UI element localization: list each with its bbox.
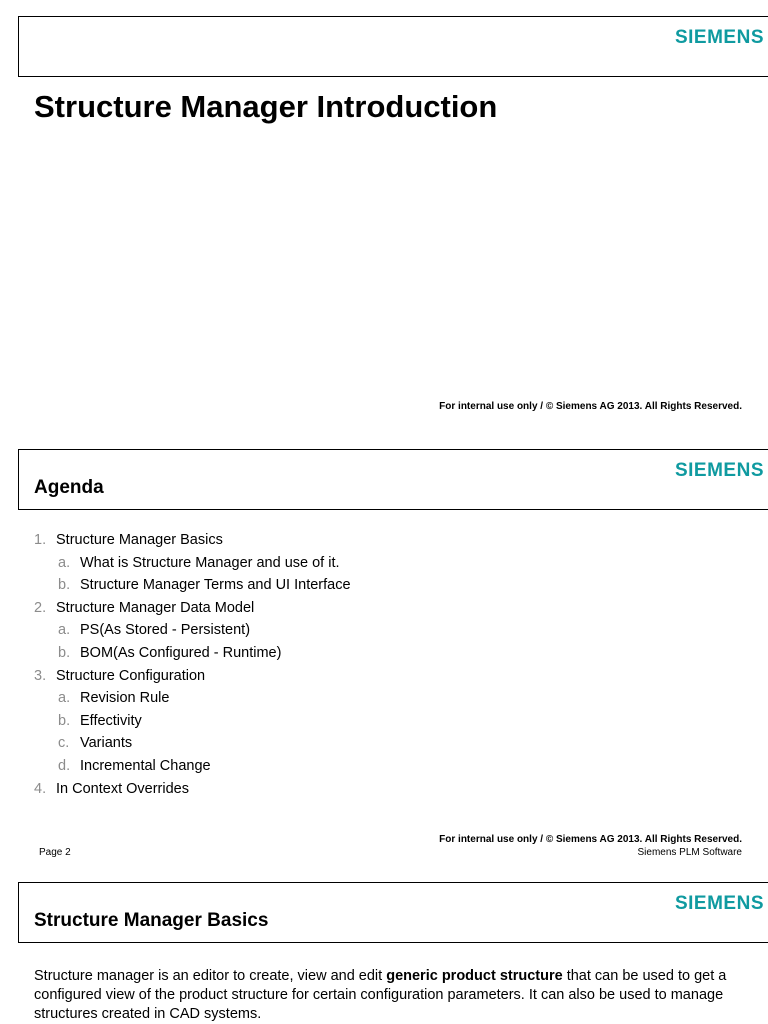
agenda-item-number: b.	[58, 712, 71, 729]
agenda-item-text: Effectivity	[80, 712, 142, 729]
body-text-part: that can be used to get a configured view of the product structure for certain configuration parameters. It can also be used to manage structures created in CAD systems.	[34, 968, 727, 1022]
agenda-item-text: Incremental Change	[80, 757, 211, 774]
slide2-footer-sub: Siemens PLM Software	[637, 847, 742, 858]
slide2-footer-note: For internal use only / © Siemens AG 2013. All Rights Reserved.	[439, 834, 742, 845]
agenda-item-text: Structure Manager Data Model	[56, 599, 255, 616]
agenda-item-number: c.	[58, 735, 70, 752]
agenda-item-number: a.	[58, 554, 71, 571]
agenda-item-number: 4.	[34, 780, 47, 797]
agenda-item-text: BOM(As Configured - Runtime)	[80, 644, 282, 661]
agenda-item	[34, 574, 351, 597]
agenda-item	[34, 778, 351, 801]
agenda-item-text: PS(As Stored - Persistent)	[80, 622, 251, 639]
slide2-header	[18, 449, 768, 510]
agenda-item-text: Variants	[80, 735, 133, 752]
agenda-item-text: Structure Configuration	[56, 667, 206, 684]
agenda-item-text: Structure Manager Terms and UI Interface	[80, 577, 351, 594]
slide3-header	[18, 882, 768, 943]
agenda-item-text: In Context Overrides	[56, 780, 189, 797]
agenda-item-number: b.	[58, 577, 71, 594]
siemens-logo: SIEMENS	[674, 27, 764, 48]
agenda-item	[34, 642, 351, 665]
slide1-footer-note: For internal use only / © Siemens AG 2013. All Rights Reserved.	[439, 401, 742, 412]
agenda-item-number: 2.	[34, 599, 47, 616]
agenda-item	[34, 732, 351, 755]
body-paragraph	[34, 967, 734, 1023]
agenda-list	[34, 529, 351, 800]
agenda-item-text: Structure Manager Basics	[56, 532, 223, 548]
body-text-part: Structure manager is an editor to create, view and edit	[34, 968, 387, 984]
agenda-item-text: Revision Rule	[80, 690, 170, 707]
agenda-item	[34, 710, 351, 733]
agenda-item	[34, 755, 351, 778]
agenda-item-number: a.	[58, 690, 71, 707]
agenda-item	[34, 552, 351, 575]
agenda-item	[34, 619, 351, 642]
agenda-item	[34, 529, 351, 552]
slide1-header	[18, 16, 768, 77]
agenda-item-number: 1.	[34, 532, 47, 548]
body-text-bold: generic product structure	[386, 968, 563, 984]
agenda-item-number: b.	[58, 644, 71, 661]
agenda-item	[34, 687, 351, 710]
agenda-title: Agenda	[34, 477, 104, 498]
agenda-item	[34, 597, 351, 620]
siemens-logo: SIEMENS	[674, 460, 764, 481]
page-title: Structure Manager Introduction	[34, 89, 498, 124]
agenda-item-number: a.	[58, 622, 71, 639]
siemens-logo: SIEMENS	[674, 893, 764, 914]
agenda-item-number: 3.	[34, 667, 47, 684]
agenda-item	[34, 665, 351, 688]
agenda-item-text: What is Structure Manager and use of it.	[80, 554, 340, 571]
section-title: Structure Manager Basics	[34, 910, 269, 931]
page-number: Page 2	[39, 847, 71, 858]
agenda-item-number: d.	[58, 757, 71, 774]
